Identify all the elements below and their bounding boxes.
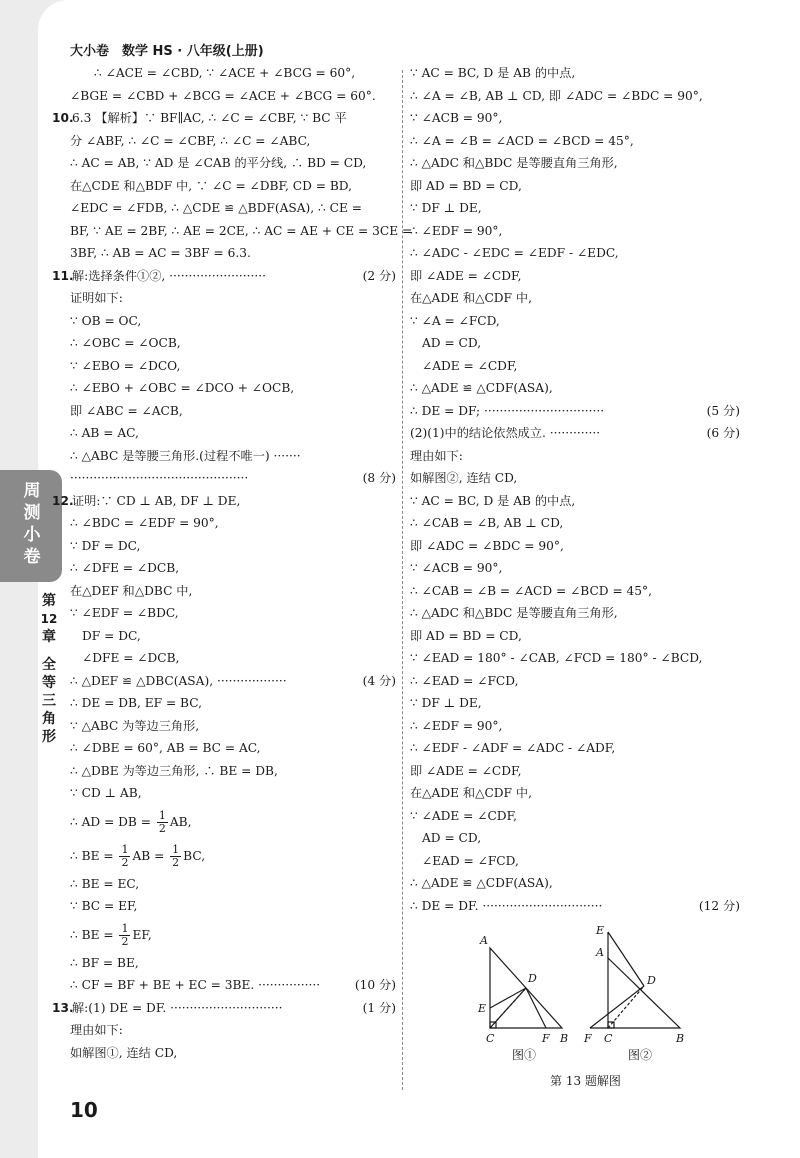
text-line xyxy=(410,580,740,603)
line-text: ∴ ∠DFE = ∠DCB, xyxy=(70,561,180,575)
svg-text:A: A xyxy=(596,946,604,959)
text-line xyxy=(410,850,740,873)
problem-number: 10. xyxy=(52,111,74,125)
text-line xyxy=(70,952,396,975)
page-header: 大小卷 数学 HS · 八年级(上册) xyxy=(70,44,264,59)
line-text: ∵ AC = BC, D 是 AB 的中点, xyxy=(410,66,576,80)
line-text: 即 AD = BD = CD, xyxy=(410,178,522,193)
line-text: ∴ ∠OBC = ∠OCB, xyxy=(70,336,181,350)
line-text: ∴ ∠EDF - ∠ADF = ∠ADC - ∠ADF, xyxy=(410,741,616,755)
line-text: (2)(1)中的结论依然成立. ············· xyxy=(410,426,601,440)
text-line xyxy=(410,737,740,760)
text-line xyxy=(410,512,740,535)
text-line xyxy=(410,625,740,648)
text-line xyxy=(410,872,740,895)
line-text: ∴ AB = AC, xyxy=(70,426,139,440)
text-line xyxy=(410,107,740,130)
line-text: ∴ ∠EAD = ∠FCD, xyxy=(410,673,519,688)
figure-1 xyxy=(490,948,562,1028)
score-points: (2 分) xyxy=(362,268,396,283)
text-line xyxy=(70,377,396,400)
text-line xyxy=(410,62,740,85)
text-line xyxy=(410,715,740,738)
text-line xyxy=(70,782,396,805)
text-line xyxy=(410,332,740,355)
line-text: AD = CD, xyxy=(422,831,482,845)
line-text: ∴ ∠CAB = ∠B = ∠ACD = ∠BCD = 45°, xyxy=(410,583,653,598)
line-text: ∵ ∠EBO = ∠DCO, xyxy=(70,358,181,373)
text-line xyxy=(410,602,740,625)
line-text: ∵ DF ⊥ DE, xyxy=(410,201,482,215)
problem-number: 12. xyxy=(52,493,74,508)
score-points: (8 分) xyxy=(362,471,396,485)
line-text: ∠ADE = ∠CDF, xyxy=(422,358,518,373)
line-text: 理由如下: xyxy=(70,1023,123,1037)
line-text: ∴ △DBE 为等边三角形, ∴ BE = DB, xyxy=(70,763,278,778)
text-line xyxy=(70,1042,396,1065)
text-line xyxy=(410,647,740,670)
text-line xyxy=(410,130,740,153)
line-text: 即 AD = BD = CD, xyxy=(410,628,522,643)
text-line xyxy=(70,873,396,896)
text-line xyxy=(410,310,740,333)
line-text: ∴ △ADC 和△BDC 是等腰直角三角形, xyxy=(410,156,618,170)
text-line xyxy=(70,287,396,310)
text-line xyxy=(410,490,740,513)
line-text: ∠DFE = ∠DCB, xyxy=(82,651,180,665)
line-text: ∵ ∠EAD = 180° - ∠CAB, ∠FCD = 180° - ∠BCD, xyxy=(410,651,703,665)
line-text: 即 ∠ADE = ∠CDF, xyxy=(410,763,522,778)
score-points: (6 分) xyxy=(706,426,740,440)
line-text: ∵ ∠EDF = ∠BDC, xyxy=(70,606,179,620)
figure-2-caption: 图② xyxy=(628,1048,653,1062)
line-text: ∴ ∠ADC - ∠EDC = ∠EDF - ∠EDC, xyxy=(410,246,619,260)
text-line xyxy=(70,242,396,265)
line-text: ∴ ∠BDC = ∠EDF = 90°, xyxy=(70,516,219,530)
line-text: 解:(1) DE = DF. ····························· xyxy=(72,1000,283,1015)
text-line xyxy=(70,422,396,445)
line-text: ∠EAD = ∠FCD, xyxy=(422,853,519,868)
text-line xyxy=(70,557,396,580)
line-text: ∴ △ADE ≌ △CDF(ASA), xyxy=(410,381,553,395)
problem-number: 13. xyxy=(52,1000,74,1015)
text-line xyxy=(410,805,740,828)
right-column xyxy=(410,62,740,917)
svg-text:B: B xyxy=(676,1032,685,1045)
text-line xyxy=(70,400,396,423)
line-text: ∵ ∠ADE = ∠CDF, xyxy=(410,808,518,823)
page-number: 10 xyxy=(70,1098,98,1122)
line-text: ∴ ∠EDF = 90°, xyxy=(410,223,503,238)
line-text: ∴ AC = AB, ∵ AD 是 ∠CAB 的平分线, ∴ BD = CD, xyxy=(70,156,367,170)
text-line xyxy=(70,692,396,715)
left-column xyxy=(52,62,413,1064)
text-line xyxy=(410,220,740,243)
text-line xyxy=(70,355,396,378)
text-line xyxy=(70,1019,396,1042)
line-text: ∵ ∠ACB = 90°, xyxy=(410,111,503,125)
line-text: 如解图②, 连结 CD, xyxy=(410,471,518,485)
text-line xyxy=(410,782,740,805)
svg-text:E: E xyxy=(596,924,605,937)
line-text: ∴ ∠A = ∠B, AB ⊥ CD, 即 ∠ADC = ∠BDC = 90°, xyxy=(410,88,703,103)
text-line xyxy=(410,467,740,490)
text-line xyxy=(70,895,396,918)
line-text: 在△DEF 和△DBC 中, xyxy=(70,583,193,598)
line-text: ∵ OB = OC, xyxy=(70,313,142,328)
text-line xyxy=(70,670,396,693)
text-line xyxy=(70,512,396,535)
line-text: ∵ CD ⊥ AB, xyxy=(70,786,142,800)
line-text: ∠BGE = ∠CBD + ∠BCG = ∠ACE + ∠BCG = 60°. xyxy=(70,88,376,103)
frac-line-2: ∴ BE = $\frac{1}{2}$ AB = $\frac{1}{2}$ BC, xyxy=(70,842,206,869)
line-text: ∵ △ABC 为等边三角形, xyxy=(70,718,200,733)
text-line xyxy=(70,602,396,625)
text-line xyxy=(70,445,396,468)
text-line xyxy=(410,400,740,423)
text-line xyxy=(410,85,740,108)
text-line xyxy=(410,670,740,693)
line-text: ∴ CF = BF + BE + EC = 3BE. ················ xyxy=(70,978,321,992)
svg-text:F: F xyxy=(542,1032,550,1045)
line-text: ∴ ∠EBO + ∠OBC = ∠DCO + ∠OCB, xyxy=(70,381,295,395)
score-points: (12 分) xyxy=(698,898,740,913)
line-text: 证明如下: xyxy=(70,291,123,305)
text-line xyxy=(410,175,740,198)
line-text: ∴ ∠ACE = ∠CBD, ∵ ∠ACE + ∠BCG = 60°, xyxy=(94,66,356,80)
svg-text:B: B xyxy=(560,1032,569,1045)
text-line xyxy=(70,85,396,108)
line-text: ∵ DF ⊥ DE, xyxy=(410,696,482,710)
text-line xyxy=(70,715,396,738)
line-text: ∴ ∠DBE = 60°, AB = BC = AC, xyxy=(70,741,261,755)
text-line xyxy=(410,692,740,715)
text-line xyxy=(410,445,740,468)
text-line xyxy=(52,490,396,513)
score-points: (1 分) xyxy=(362,1000,396,1015)
line-text: ∵ ∠ACB = 90°, xyxy=(410,561,503,575)
problem-13-figures xyxy=(470,920,730,1060)
line-text: 即 ∠ABC = ∠ACB, xyxy=(70,403,183,418)
text-line xyxy=(410,242,740,265)
line-text: 解:选择条件①②, ························· xyxy=(72,268,267,283)
text-line xyxy=(70,974,396,997)
text-line xyxy=(70,535,396,558)
line-text: ∵ AC = BC, D 是 AB 的中点, xyxy=(410,493,576,508)
line-text: BF, ∵ AE = 2BF, ∴ AE = 2CE, ∴ AC = AE + CE = 3CE = xyxy=(70,223,413,238)
line-text: AD = CD, xyxy=(422,336,482,350)
text-line xyxy=(52,107,396,130)
line-text: ∴ DE = DF; ······························· xyxy=(410,403,605,418)
chapter-label: 第 12 章 全 等 三 角 形 xyxy=(40,593,58,745)
line-text: ∴ DE = DB, EF = BC, xyxy=(70,696,202,710)
text-line xyxy=(70,332,396,355)
text-line xyxy=(410,557,740,580)
fig2-triangle xyxy=(608,958,680,1028)
text-line xyxy=(410,197,740,220)
text-line xyxy=(410,827,740,850)
line-text: ∠EDC = ∠FDB, ∴ △CDE ≌ △BDF(ASA), ∴ CE = xyxy=(70,201,362,215)
text-line xyxy=(70,467,396,490)
line-text: ∴ BF = BE, xyxy=(70,955,139,970)
text-line xyxy=(70,130,396,153)
line-text: ∵ ∠A = ∠FCD, xyxy=(410,313,500,328)
text-line xyxy=(70,62,396,85)
line-text: 即 ∠ADE = ∠CDF, xyxy=(410,268,522,283)
text-line xyxy=(70,220,413,243)
text-line xyxy=(70,760,396,783)
text-line xyxy=(410,152,740,175)
line-text: 6.3 【解析】∵ BF∥AC, ∴ ∠C = ∠CBF, ∵ BC 平 xyxy=(72,111,347,125)
text-line xyxy=(70,737,396,760)
line-text: 在△CDE 和△BDF 中, ∵ ∠C = ∠DBF, CD = BD, xyxy=(70,178,353,193)
text-line xyxy=(410,287,740,310)
figures-title: 第 13 题解图 xyxy=(550,1074,621,1088)
frac-line-3: ∴ BE = $\frac{1}{2}$ EF, xyxy=(70,921,152,948)
fig1-df xyxy=(526,988,546,1028)
score-points: (4 分) xyxy=(362,673,396,688)
text-line xyxy=(70,152,396,175)
line-text: ∴ △DEF ≌ △DBC(ASA), ·················· xyxy=(70,673,287,688)
text-line xyxy=(410,377,740,400)
text-line xyxy=(410,895,740,918)
line-text: 如解图①, 连结 CD, xyxy=(70,1045,178,1060)
fig2-df xyxy=(590,986,644,1028)
problem-number: 11. xyxy=(52,268,74,283)
line-text: ∵ DF = DC, xyxy=(70,538,141,553)
line-text: ·············································· xyxy=(70,471,249,485)
frac-line-1: ∴ AD = DB = $\frac{1}{2}$ AB, xyxy=(70,808,192,835)
line-text: ∴ △ABC 是等腰三角形.(过程不唯一) ······· xyxy=(70,448,301,463)
line-text: ∴ DE = DF. ······························· xyxy=(410,898,603,913)
text-line xyxy=(410,535,740,558)
text-line xyxy=(70,310,396,333)
svg-text:E: E xyxy=(478,1002,487,1015)
line-text: ∴ BE = EC, xyxy=(70,876,140,891)
svg-text:A: A xyxy=(480,934,488,947)
text-line xyxy=(52,997,396,1020)
line-text: ∴ △ADE ≌ △CDF(ASA), xyxy=(410,876,553,890)
line-text: 证明:∵ CD ⊥ AB, DF ⊥ DE, xyxy=(72,493,241,508)
line-text: 理由如下: xyxy=(410,448,463,463)
text-line xyxy=(410,760,740,783)
line-text: ∴ ∠A = ∠B = ∠ACD = ∠BCD = 45°, xyxy=(410,133,634,148)
text-line xyxy=(70,175,396,198)
line-text: ∴ ∠EDF = 90°, xyxy=(410,718,503,733)
line-text: 3BF, ∴ AB = AC = 3BF = 6.3. xyxy=(70,246,251,260)
svg-text:D: D xyxy=(528,972,537,985)
svg-text:C: C xyxy=(486,1032,495,1045)
text-line xyxy=(70,625,396,648)
score-points: (10 分) xyxy=(354,978,396,992)
text-line xyxy=(52,265,396,288)
svg-text:D: D xyxy=(647,974,656,987)
line-text: 在△ADE 和△CDF 中, xyxy=(410,291,532,305)
side-tab-text: 周 测 小 卷 xyxy=(23,481,41,567)
score-points: (5 分) xyxy=(706,403,740,418)
text-line xyxy=(410,422,740,445)
text-line xyxy=(70,647,396,670)
text-line xyxy=(410,265,740,288)
figure-1-caption: 图① xyxy=(512,1048,537,1062)
line-text: ∴ △ADC 和△BDC 是等腰直角三角形, xyxy=(410,606,618,620)
svg-text:F: F xyxy=(584,1032,592,1045)
line-text: 即 ∠ADC = ∠BDC = 90°, xyxy=(410,538,564,553)
line-text: ∴ ∠CAB = ∠B, AB ⊥ CD, xyxy=(410,516,564,530)
line-text: ∵ BC = EF, xyxy=(70,899,138,913)
line-text: 在△ADE 和△CDF 中, xyxy=(410,786,532,800)
text-line xyxy=(70,197,396,220)
line-text: 分 ∠ABF, ∴ ∠C = ∠CBF, ∴ ∠C = ∠ABC, xyxy=(70,133,311,148)
line-text: DF = DC, xyxy=(82,628,141,643)
svg-text:C: C xyxy=(604,1032,613,1045)
fig1-de xyxy=(490,988,526,1008)
text-line xyxy=(410,355,740,378)
text-line xyxy=(70,580,396,603)
